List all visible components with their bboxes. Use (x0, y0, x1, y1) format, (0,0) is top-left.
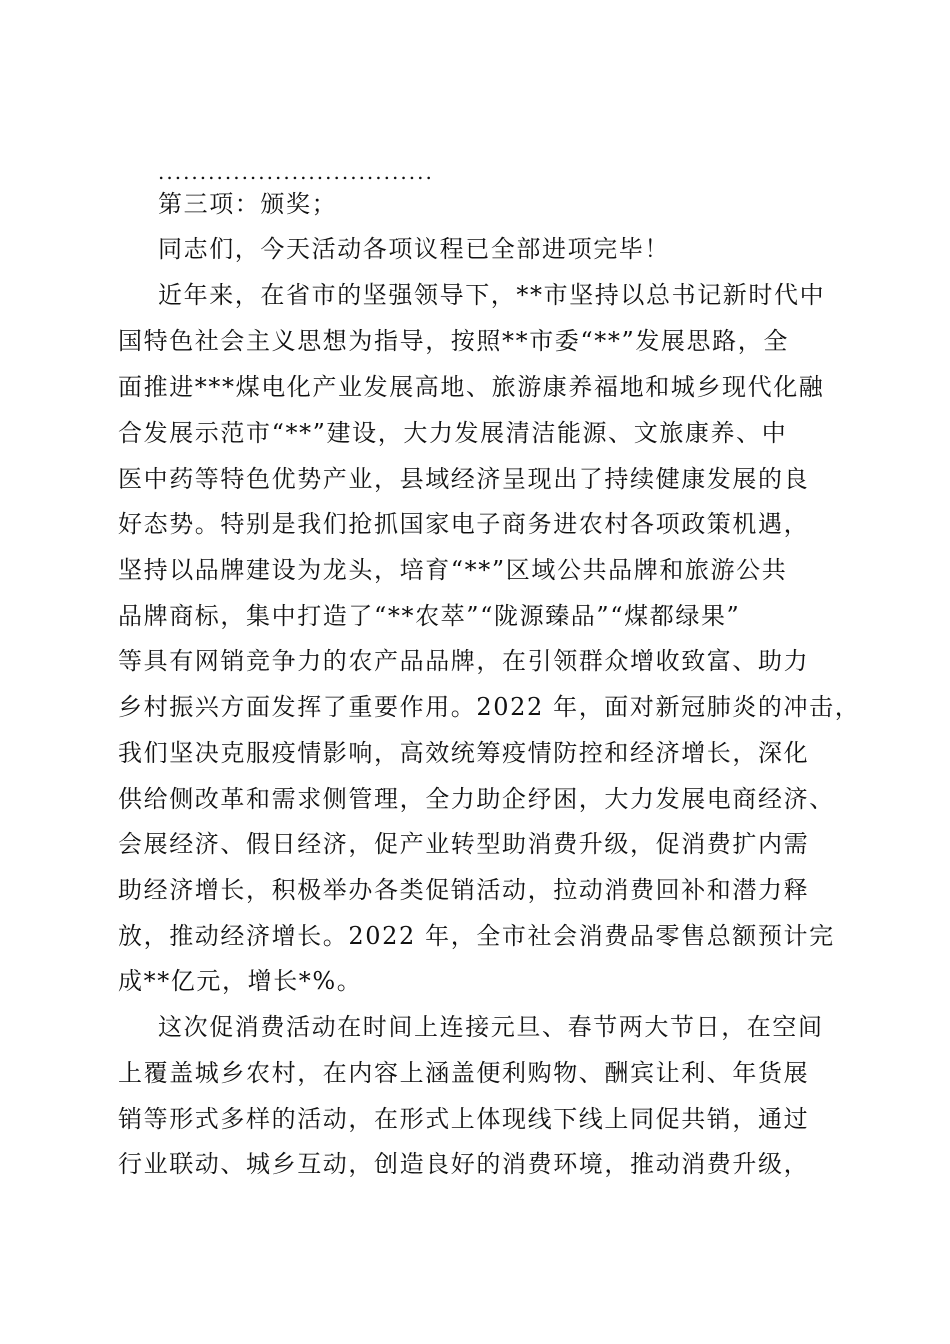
paragraph-1-line-15: 放，推动经济增长。2022 年，全市社会消费品零售总额预计完 (118, 922, 835, 950)
paragraph-1-line-12: 供给侧改革和需求侧管理，全力助企纾困，大力发展电商经济、 (118, 785, 835, 813)
paragraph-1-line-1: 近年来，在省市的坚强领导下，**市坚持以总书记新时代中 (158, 281, 826, 309)
paragraph-1-line-3: 面推进***煤电化产业发展高地、旅游康养福地和城乡现代化融 (118, 373, 825, 401)
paragraph-1-line-6: 好态势。特别是我们抢抓国家电子商务进农村各项政策机遇， (118, 510, 810, 538)
paragraph-2-line-2: 上覆盖城乡农村，在内容上涵盖便利购物、酬宾让利、年货展 (118, 1059, 810, 1087)
paragraph-1-line-5: 医中药等特色优势产业，县域经济呈现出了持续健康发展的良 (118, 465, 810, 493)
ellipsis-dots: ................................. (158, 160, 434, 184)
paragraph-1-line-8: 品牌商标，集中打造了“**农萃”“陇源臻品”“煤都绿果” (118, 602, 741, 630)
paragraph-1-line-14: 助经济增长，积极举办各类促销活动，拉动消费回补和潜力释 (118, 876, 810, 904)
paragraph-2-line-4: 行业联动、城乡互动，创造良好的消费环境，推动消费升级， (118, 1150, 810, 1178)
paragraph-1-line-7: 坚持以品牌建设为龙头，培育“**”区域公共品牌和旅游公共 (118, 556, 788, 584)
paragraph-2-line-1: 这次促消费活动在时间上连接元旦、春节两大节日，在空间 (158, 1013, 824, 1041)
paragraph-1-line-2: 国特色社会主义思想为指导，按照**市委“**”发展思路，全 (118, 327, 789, 355)
paragraph-1-line-13: 会展经济、假日经济，促产业转型助消费升级，促消费扩内需 (118, 830, 810, 858)
paragraph-1-line-9: 等具有网销竞争力的农产品品牌，在引领群众增收致富、助力 (118, 647, 810, 675)
paragraph-1-line-4: 合发展示范市“**”建设，大力发展清洁能源、文旅康养、中 (118, 419, 788, 447)
paragraph-1-line-11: 我们坚决克服疫情影响，高效统筹疫情防控和经济增长，深化 (118, 739, 810, 767)
paragraph-1-line-16: 成**亿元，增长*%。 (118, 967, 363, 995)
paragraph-2-line-3: 销等形式多样的活动，在形式上体现线下线上同促共销，通过 (118, 1105, 810, 1133)
agenda-item-award: 第三项：颁奖； (158, 190, 338, 218)
paragraph-1-line-10: 乡村振兴方面发挥了重要作用。2022 年，面对新冠肺炎的冲击， (118, 693, 861, 721)
closing-remark: 同志们，今天活动各项议程已全部进项完毕！ (158, 235, 670, 263)
